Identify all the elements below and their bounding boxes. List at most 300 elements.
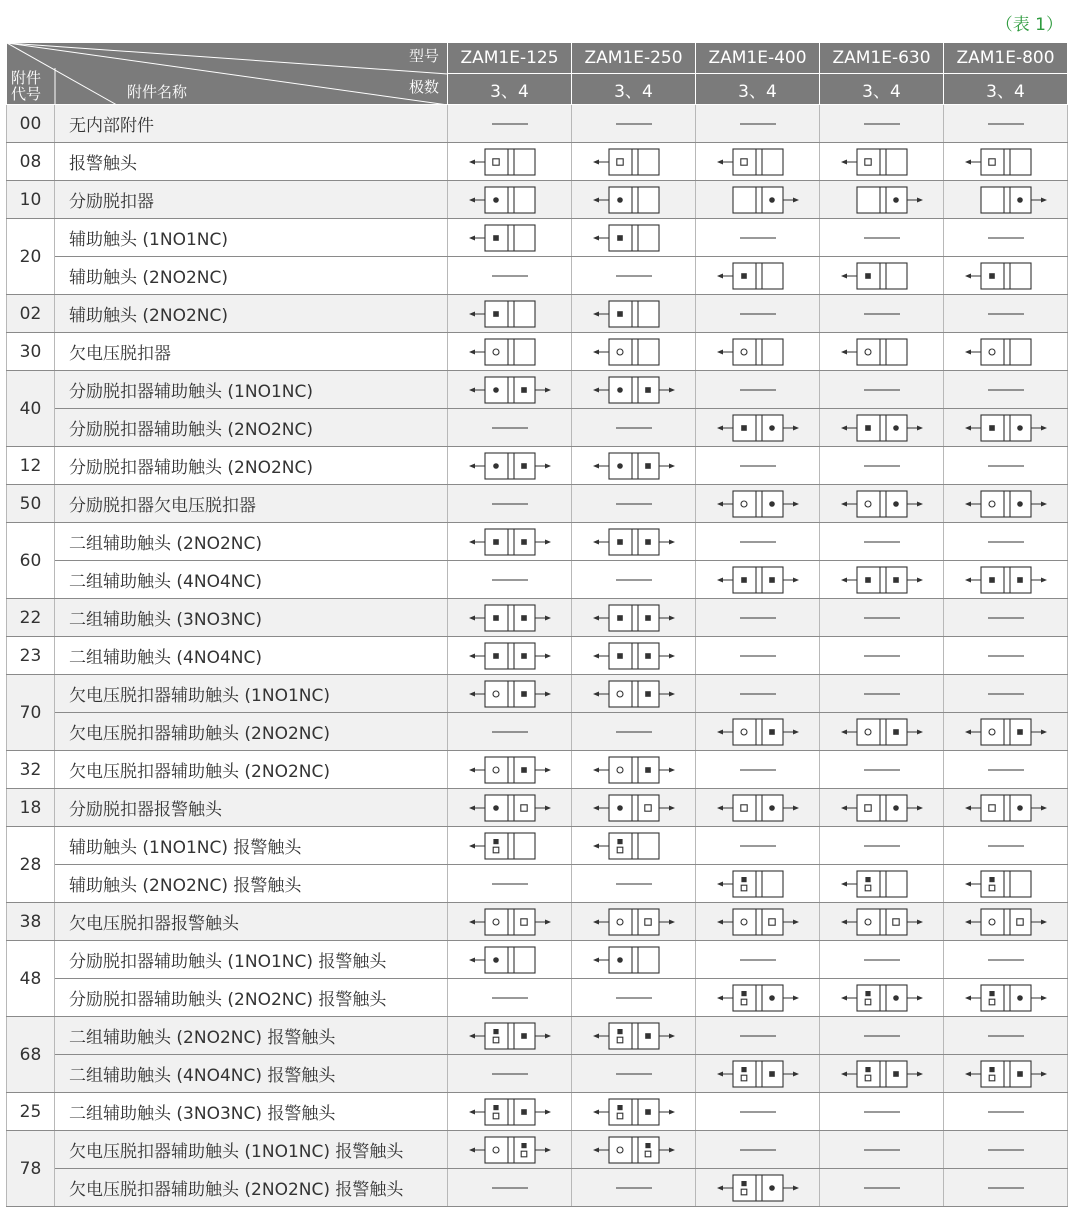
accessory-code-cell: 48: [7, 941, 55, 1017]
not-applicable-dash: [462, 718, 558, 746]
accessory-symbol-icon: [834, 908, 930, 936]
auxiliary-square: [645, 691, 651, 697]
accessory-symbol-icon: [586, 642, 682, 670]
alarm-square: [988, 158, 994, 164]
not-applicable-dash: [834, 604, 930, 632]
accessory-name-cell: 分励脱扣器辅助触头 (1NO1NC): [55, 371, 448, 409]
not-applicable-dash: [586, 262, 682, 290]
not-applicable-dash: [710, 604, 806, 632]
accessory-symbol-icon: [710, 984, 806, 1012]
right-arrow-icon: [659, 767, 675, 772]
auxiliary-square: [645, 463, 651, 469]
symbol-cell: [944, 257, 1068, 295]
auxiliary-square: [521, 1109, 527, 1115]
accessory-symbol-icon: [586, 908, 682, 936]
not-applicable-dash: [586, 1174, 682, 1202]
left-arrow-icon: [593, 1033, 609, 1038]
symbol-cell: [696, 333, 820, 371]
accessory-name-cell: 二组辅助触头 (3NO3NC): [55, 599, 448, 637]
symbol-cell: [696, 903, 820, 941]
auxiliary-square: [645, 653, 651, 659]
shunt-trip-dot: [893, 995, 899, 1001]
not-applicable-dash: [710, 110, 806, 138]
auxiliary-square: [645, 387, 651, 393]
shunt-trip-dot: [617, 805, 623, 811]
symbol-cell: [696, 409, 820, 447]
auxiliary-square: [769, 1071, 775, 1077]
not-applicable-dash: [958, 1136, 1054, 1164]
right-arrow-icon: [783, 1185, 799, 1190]
accessory-code-cell: 25: [7, 1093, 55, 1131]
not-applicable-dash: [834, 110, 930, 138]
accessory-table: [6, 42, 1068, 1207]
breaker-box: [609, 225, 659, 251]
left-arrow-icon: [717, 159, 733, 164]
right-arrow-icon: [535, 615, 551, 620]
accessory-symbol-icon: [710, 1174, 806, 1202]
breaker-box: [485, 643, 535, 669]
symbol-cell: [944, 979, 1068, 1017]
accessory-symbol-icon: [834, 414, 930, 442]
accessory-symbol-icon: [586, 604, 682, 632]
symbol-cell: [572, 751, 696, 789]
shunt-trip-dot: [769, 197, 775, 203]
undervoltage-circle: [989, 729, 995, 735]
not-applicable-dash: [958, 604, 1054, 632]
accessory-symbol-icon: [834, 566, 930, 594]
left-arrow-icon: [469, 539, 485, 544]
breaker-box: [485, 833, 535, 859]
right-arrow-icon: [535, 1033, 551, 1038]
table-row: [7, 675, 1068, 713]
accessory-name-cell: 分励脱扣器: [55, 181, 448, 219]
table-row: [7, 105, 1068, 143]
auxiliary-square: [865, 425, 871, 431]
left-arrow-icon: [593, 197, 609, 202]
accessory-code-cell: 12: [7, 447, 55, 485]
accessory-symbol-icon: [462, 452, 558, 480]
accessory-code-cell: 02: [7, 295, 55, 333]
left-arrow-icon: [965, 729, 981, 734]
not-applicable-dash: [710, 642, 806, 670]
undervoltage-circle: [989, 349, 995, 355]
right-arrow-icon: [783, 729, 799, 734]
accessory-name-cell: 二组辅助触头 (2NO2NC) 报警触头: [55, 1017, 448, 1055]
model-header: ZAM1E-250: [572, 43, 696, 74]
poles-header: 3、4: [448, 74, 572, 105]
table-row: [7, 219, 1068, 257]
breaker-box: [609, 643, 659, 669]
auxiliary-square: [645, 615, 651, 621]
table-row: [7, 333, 1068, 371]
symbol-cell: [820, 333, 944, 371]
undervoltage-circle: [741, 501, 747, 507]
not-applicable-dash: [834, 376, 930, 404]
symbol-cell: [820, 485, 944, 523]
left-arrow-icon: [965, 577, 981, 582]
accessory-name-cell: 辅助触头 (2NO2NC) 报警触头: [55, 865, 448, 903]
accessory-name-cell: 分励脱扣器辅助触头 (1NO1NC) 报警触头: [55, 941, 448, 979]
accessory-name-cell: 欠电压脱扣器辅助触头 (2NO2NC): [55, 751, 448, 789]
accessory-name-cell: 分励脱扣器欠电压脱扣器: [55, 485, 448, 523]
left-arrow-icon: [717, 349, 733, 354]
not-applicable-dash: [462, 414, 558, 442]
not-applicable-dash: [586, 1060, 682, 1088]
left-arrow-icon: [593, 843, 609, 848]
accessory-name-cell: 分励脱扣器辅助触头 (2NO2NC): [55, 409, 448, 447]
symbol-cell: [820, 105, 944, 143]
accessory-symbol-icon: [462, 832, 558, 860]
symbol-cell: [944, 143, 1068, 181]
right-arrow-icon: [659, 653, 675, 658]
symbol-cell: [696, 941, 820, 979]
alarm-square: [864, 804, 870, 810]
undervoltage-circle: [741, 349, 747, 355]
poles-header: 3、4: [572, 74, 696, 105]
undervoltage-circle: [617, 1147, 623, 1153]
not-applicable-dash: [710, 832, 806, 860]
undervoltage-circle: [617, 691, 623, 697]
accessory-symbol-icon: [586, 300, 682, 328]
accessory-symbol-icon: [958, 794, 1054, 822]
left-arrow-icon: [469, 957, 485, 962]
left-arrow-icon: [469, 235, 485, 240]
breaker-box: [609, 529, 659, 555]
left-arrow-icon: [469, 653, 485, 658]
right-arrow-icon: [659, 387, 675, 392]
auxiliary-square: [521, 387, 527, 393]
auxiliary-square: [645, 767, 651, 773]
accessory-symbol-icon: [958, 984, 1054, 1012]
symbol-cell: [448, 941, 572, 979]
right-arrow-icon: [783, 197, 799, 202]
symbol-cell: [696, 257, 820, 295]
shunt-trip-dot: [493, 387, 499, 393]
symbol-cell: [572, 447, 696, 485]
accessory-symbol-icon: [462, 604, 558, 632]
auxiliary-square: [1017, 729, 1023, 735]
left-arrow-icon: [841, 805, 857, 810]
symbol-cell: [448, 903, 572, 941]
left-arrow-icon: [841, 349, 857, 354]
breaker-box: [733, 187, 783, 213]
table-row: [7, 1055, 1068, 1093]
symbol-cell: [572, 409, 696, 447]
left-arrow-icon: [469, 311, 485, 316]
symbol-cell: [572, 941, 696, 979]
symbol-cell: [572, 371, 696, 409]
accessory-symbol-icon: [462, 1098, 558, 1126]
symbol-cell: [696, 143, 820, 181]
auxiliary-square: [521, 653, 527, 659]
undervoltage-circle: [989, 919, 995, 925]
shunt-trip-dot: [1017, 501, 1023, 507]
right-arrow-icon: [783, 919, 799, 924]
auxiliary-square: [893, 577, 899, 583]
symbol-cell: [696, 181, 820, 219]
breaker-box: [609, 947, 659, 973]
alarm-square: [768, 918, 774, 924]
right-arrow-icon: [907, 1071, 923, 1076]
not-applicable-dash: [834, 642, 930, 670]
accessory-symbol-icon: [462, 300, 558, 328]
not-applicable-dash: [834, 756, 930, 784]
not-applicable-dash: [834, 300, 930, 328]
symbol-cell: [820, 1017, 944, 1055]
symbol-cell: [944, 371, 1068, 409]
auxiliary-square: [893, 729, 899, 735]
accessory-code-cell: 10: [7, 181, 55, 219]
breaker-box: [733, 871, 783, 897]
left-arrow-icon: [593, 539, 609, 544]
shunt-trip-dot: [769, 1185, 775, 1191]
left-arrow-icon: [593, 387, 609, 392]
symbol-cell: [696, 599, 820, 637]
accessory-symbol-icon: [462, 946, 558, 974]
accessory-symbol-icon: [462, 756, 558, 784]
shunt-trip-dot: [493, 805, 499, 811]
shunt-trip-dot: [617, 387, 623, 393]
not-applicable-dash: [586, 414, 682, 442]
accessory-symbol-icon: [586, 1022, 682, 1050]
table-row: [7, 637, 1068, 675]
accessory-symbol-icon: [710, 414, 806, 442]
symbol-cell: [820, 143, 944, 181]
breaker-box: [981, 187, 1031, 213]
accessory-symbol-icon: [586, 528, 682, 556]
accessory-code-cell: 50: [7, 485, 55, 523]
left-arrow-icon: [965, 881, 981, 886]
right-arrow-icon: [535, 691, 551, 696]
not-applicable-dash: [710, 1098, 806, 1126]
auxiliary-square: [617, 615, 623, 621]
not-applicable-dash: [834, 1174, 930, 1202]
undervoltage-circle: [493, 349, 499, 355]
not-applicable-dash: [586, 870, 682, 898]
left-arrow-icon: [717, 1185, 733, 1190]
symbol-cell: [944, 409, 1068, 447]
right-arrow-icon: [535, 767, 551, 772]
right-arrow-icon: [659, 805, 675, 810]
not-applicable-dash: [710, 224, 806, 252]
not-applicable-dash: [462, 1060, 558, 1088]
breaker-box: [609, 1023, 659, 1049]
left-arrow-icon: [593, 653, 609, 658]
symbol-cell: [448, 333, 572, 371]
code-label: 附件代号: [10, 69, 41, 103]
not-applicable-dash: [958, 528, 1054, 556]
undervoltage-circle: [865, 501, 871, 507]
auxiliary-square: [741, 425, 747, 431]
not-applicable-dash: [710, 528, 806, 556]
symbol-cell: [820, 447, 944, 485]
right-arrow-icon: [659, 1033, 675, 1038]
table-row: [7, 751, 1068, 789]
table-row: [7, 409, 1068, 447]
symbol-cell: [820, 1093, 944, 1131]
left-arrow-icon: [469, 1033, 485, 1038]
undervoltage-circle: [865, 919, 871, 925]
left-arrow-icon: [593, 919, 609, 924]
table-row: [7, 1131, 1068, 1169]
left-arrow-icon: [593, 767, 609, 772]
symbol-cell: [696, 561, 820, 599]
left-arrow-icon: [965, 995, 981, 1000]
accessory-symbol-icon: [462, 224, 558, 252]
breaker-box: [857, 567, 907, 593]
breaker-box: [609, 453, 659, 479]
symbol-cell: [696, 637, 820, 675]
accessory-code-cell: 22: [7, 599, 55, 637]
auxiliary-square: [493, 539, 499, 545]
symbol-cell: [448, 105, 572, 143]
symbol-cell: [820, 523, 944, 561]
not-applicable-dash: [586, 718, 682, 746]
accessory-symbol-icon: [586, 224, 682, 252]
left-arrow-icon: [965, 501, 981, 506]
symbol-cell: [944, 1055, 1068, 1093]
symbol-cell: [696, 789, 820, 827]
accessory-name-cell: 无内部附件: [55, 105, 448, 143]
symbol-cell: [944, 1131, 1068, 1169]
symbol-cell: [696, 219, 820, 257]
accessory-name-cell: 欠电压脱扣器辅助触头 (2NO2NC) 报警触头: [55, 1169, 448, 1207]
table-row: [7, 447, 1068, 485]
symbol-cell: [944, 827, 1068, 865]
table-row: [7, 979, 1068, 1017]
left-arrow-icon: [717, 501, 733, 506]
symbol-cell: [696, 1131, 820, 1169]
symbol-cell: [820, 865, 944, 903]
right-arrow-icon: [659, 539, 675, 544]
symbol-cell: [572, 143, 696, 181]
breaker-box: [485, 187, 535, 213]
left-arrow-icon: [841, 919, 857, 924]
auxiliary-square: [521, 539, 527, 545]
breaker-box: [609, 187, 659, 213]
breaker-box: [981, 263, 1031, 289]
symbol-cell: [448, 637, 572, 675]
symbol-cell: [572, 1169, 696, 1207]
right-arrow-icon: [1031, 501, 1047, 506]
accessory-symbol-icon: [586, 338, 682, 366]
auxiliary-square: [493, 235, 499, 241]
undervoltage-circle: [989, 501, 995, 507]
left-arrow-icon: [717, 805, 733, 810]
accessory-name-cell: 辅助触头 (1NO1NC): [55, 219, 448, 257]
symbol-cell: [820, 409, 944, 447]
undervoltage-circle: [617, 349, 623, 355]
accessory-symbol-icon: [586, 680, 682, 708]
symbol-cell: [448, 599, 572, 637]
symbol-cell: [572, 333, 696, 371]
auxiliary-square: [645, 1109, 651, 1115]
symbol-cell: [448, 295, 572, 333]
accessory-code-cell: 28: [7, 827, 55, 903]
auxiliary-square: [769, 577, 775, 583]
symbol-cell: [944, 105, 1068, 143]
accessory-symbol-icon: [586, 452, 682, 480]
symbol-cell: [696, 827, 820, 865]
breaker-box: [733, 1061, 783, 1087]
model-header: ZAM1E-630: [820, 43, 944, 74]
left-arrow-icon: [841, 881, 857, 886]
shunt-trip-dot: [1017, 197, 1023, 203]
not-applicable-dash: [462, 984, 558, 1012]
symbol-cell: [448, 675, 572, 713]
left-arrow-icon: [841, 159, 857, 164]
symbol-cell: [572, 105, 696, 143]
alarm-square: [616, 158, 622, 164]
accessory-code-cell: 18: [7, 789, 55, 827]
left-arrow-icon: [593, 1147, 609, 1152]
not-applicable-dash: [958, 642, 1054, 670]
symbol-cell: [572, 1093, 696, 1131]
poles-header: 3、4: [944, 74, 1068, 105]
right-arrow-icon: [1031, 1071, 1047, 1076]
not-applicable-dash: [834, 1098, 930, 1126]
symbol-cell: [696, 865, 820, 903]
left-arrow-icon: [469, 159, 485, 164]
accessory-symbol-icon: [834, 870, 930, 898]
accessory-symbol-icon: [586, 1098, 682, 1126]
symbol-cell: [944, 219, 1068, 257]
not-applicable-dash: [586, 566, 682, 594]
symbol-cell: [572, 903, 696, 941]
header-row-model: [7, 43, 1068, 74]
symbol-cell: [944, 941, 1068, 979]
auxiliary-square: [741, 273, 747, 279]
left-arrow-icon: [469, 919, 485, 924]
symbol-cell: [820, 561, 944, 599]
breaker-box: [485, 377, 535, 403]
symbol-cell: [448, 827, 572, 865]
breaker-box: [733, 263, 783, 289]
auxiliary-square: [989, 577, 995, 583]
accessory-symbol-icon: [834, 148, 930, 176]
breaker-box: [981, 1061, 1031, 1087]
not-applicable-dash: [710, 1022, 806, 1050]
left-arrow-icon: [469, 463, 485, 468]
auxiliary-square: [617, 311, 623, 317]
symbol-cell: [820, 599, 944, 637]
breaker-box: [981, 415, 1031, 441]
breaker-box: [733, 1175, 783, 1201]
symbol-cell: [696, 675, 820, 713]
symbol-cell: [572, 789, 696, 827]
symbol-cell: [696, 1055, 820, 1093]
undervoltage-circle: [865, 349, 871, 355]
left-arrow-icon: [965, 273, 981, 278]
auxiliary-square: [521, 1033, 527, 1039]
symbol-cell: [944, 561, 1068, 599]
table-row: [7, 371, 1068, 409]
accessory-name-cell: 分励脱扣器辅助触头 (2NO2NC) 报警触头: [55, 979, 448, 1017]
accessory-code-cell: 32: [7, 751, 55, 789]
breaker-box: [857, 1061, 907, 1087]
left-arrow-icon: [841, 995, 857, 1000]
symbol-cell: [572, 1055, 696, 1093]
symbol-cell: [820, 295, 944, 333]
symbol-cell: [944, 523, 1068, 561]
symbol-cell: [448, 979, 572, 1017]
not-applicable-dash: [958, 1098, 1054, 1126]
left-arrow-icon: [593, 691, 609, 696]
accessory-symbol-icon: [834, 794, 930, 822]
right-arrow-icon: [659, 615, 675, 620]
symbol-cell: [944, 599, 1068, 637]
table-number-label: （表 1）: [995, 15, 1063, 35]
